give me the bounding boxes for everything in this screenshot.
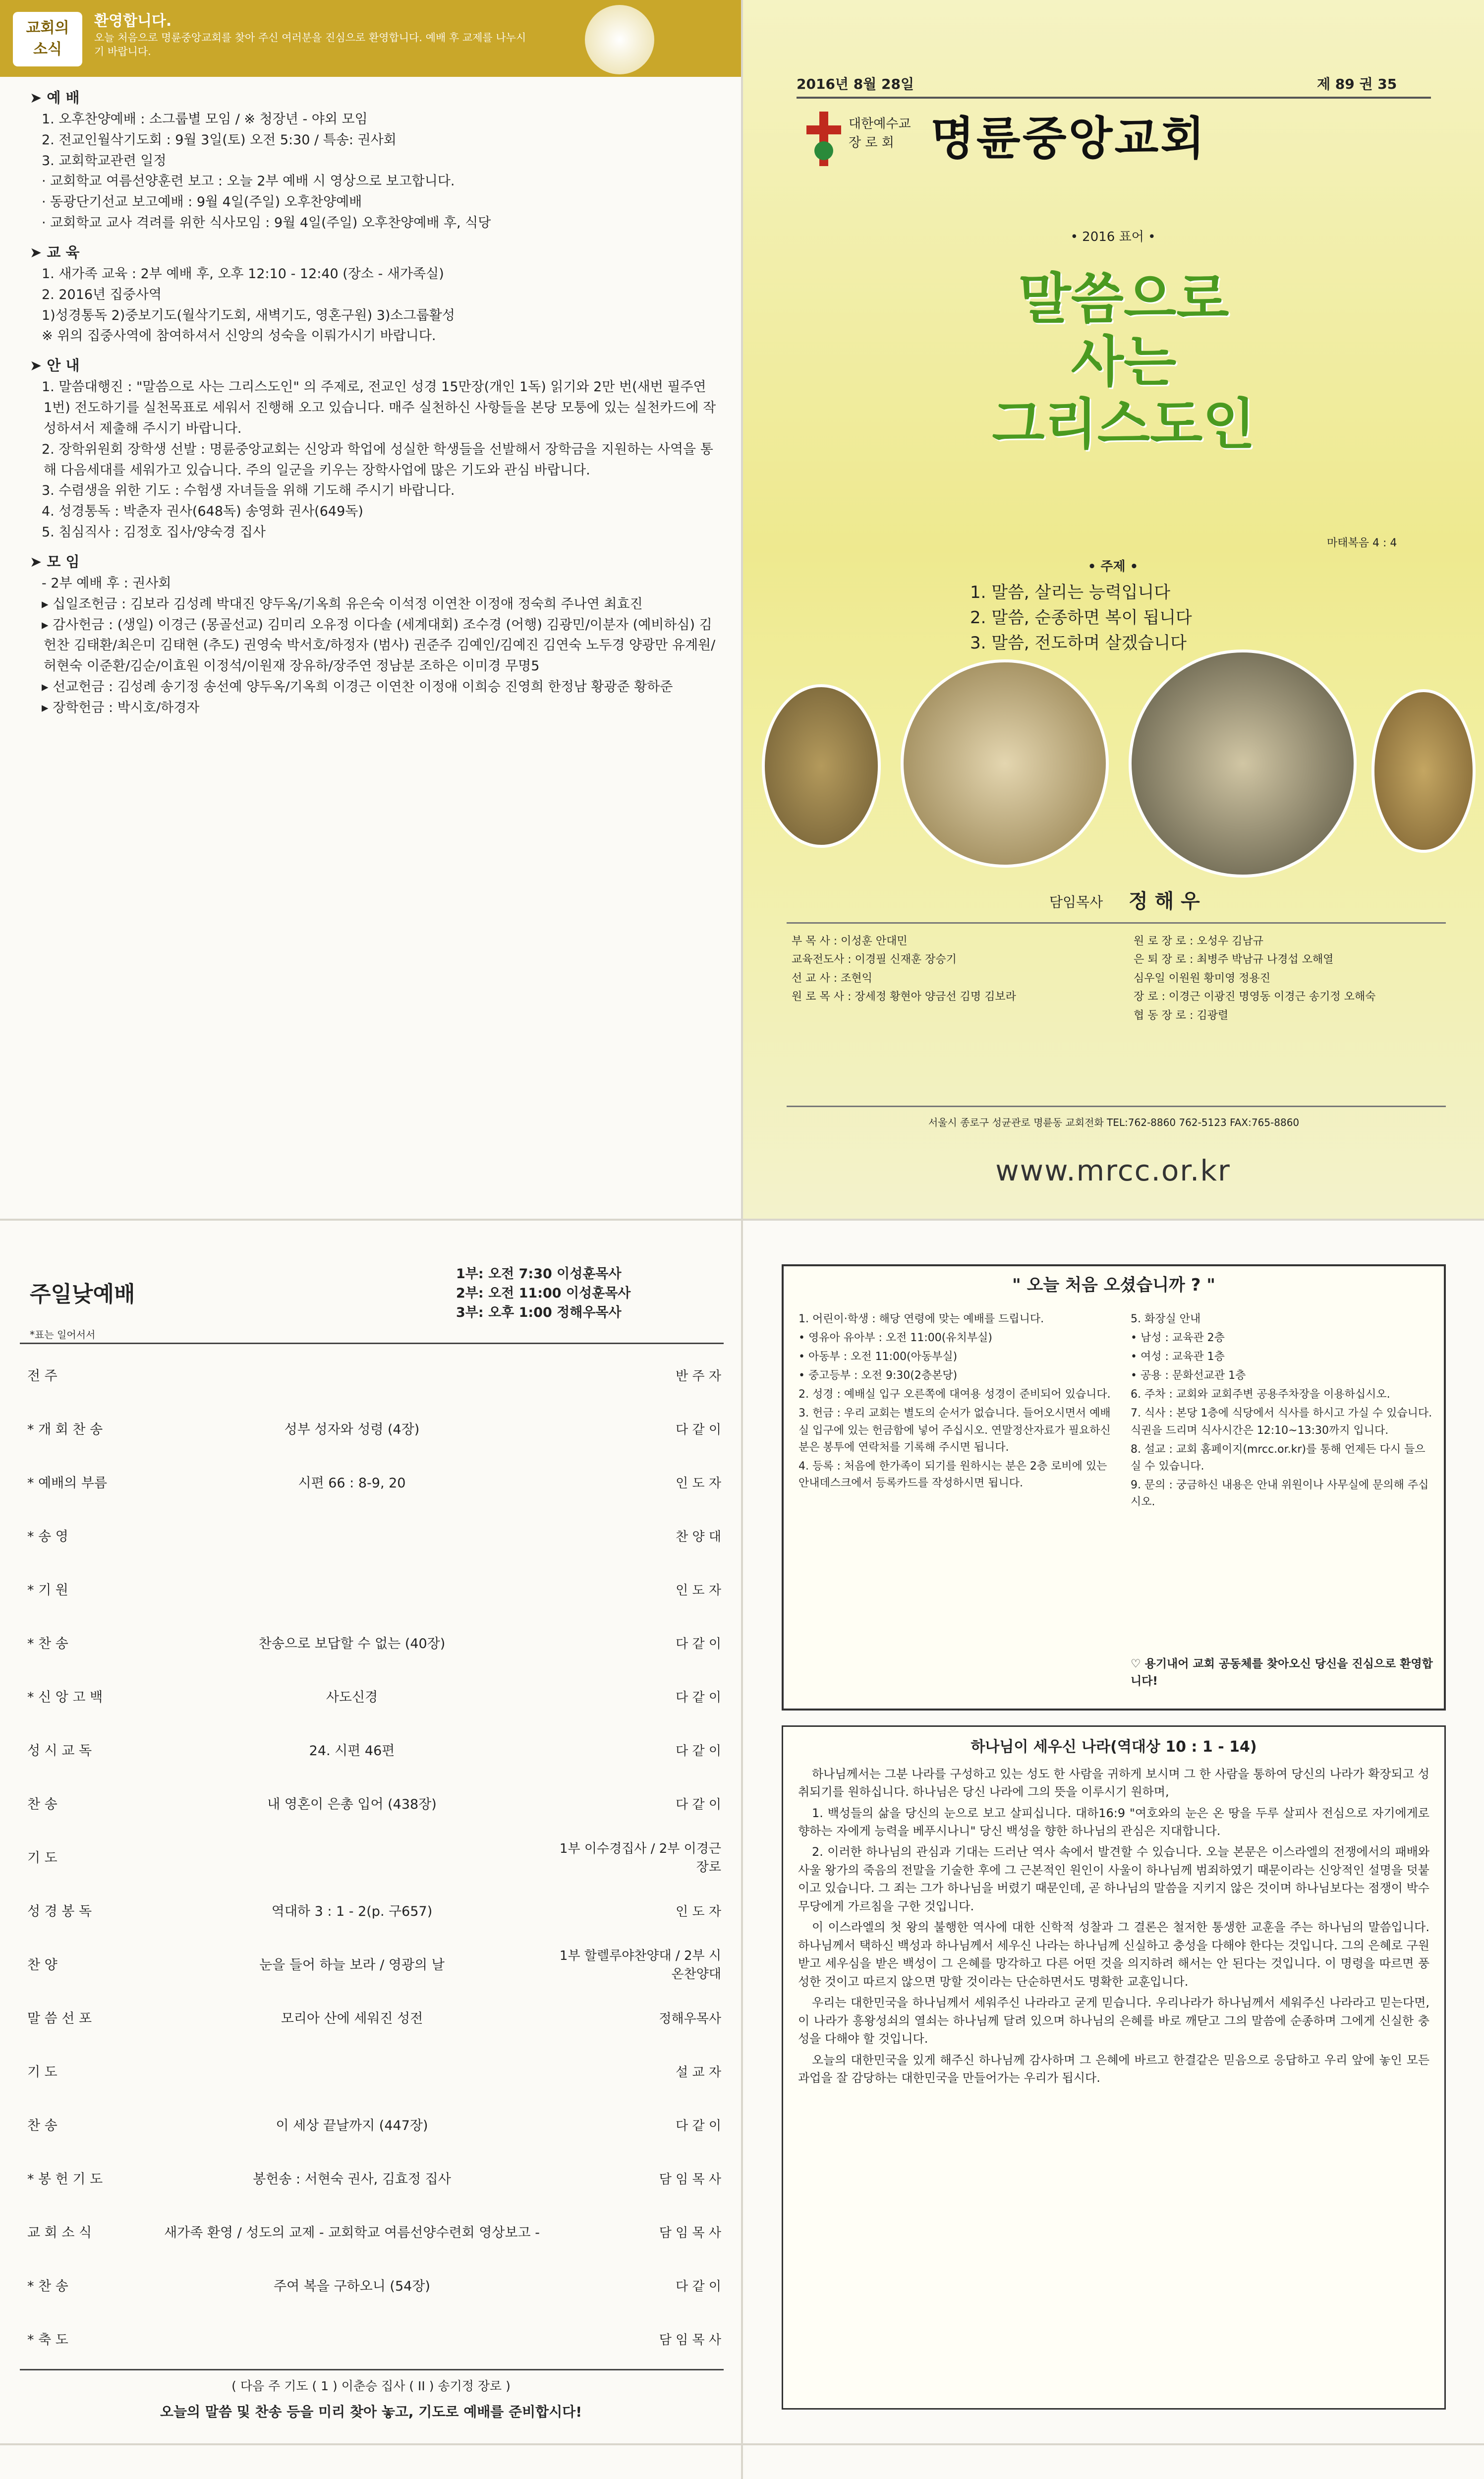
worship-photo-1 bbox=[762, 684, 881, 848]
visit-info-item: 6. 주차 : 교회와 교회주변 공용주차장을 이용하십시오. bbox=[1131, 1388, 1390, 1401]
news-line: 1)성경통독 2)중보기도(월삭기도회, 새벽기도, 영혼구원) 3)소그룹활성 bbox=[42, 307, 455, 323]
order-by: 정해우목사 bbox=[659, 2011, 721, 2026]
page-calendar-missions bbox=[742, 2444, 1484, 2479]
news-line: ▸ 십일조헌금 : 김보라 김성례 박대진 양두옥/기옥희 유은숙 이석정 이연찬 이정애 정숙희 주나연 최효진 bbox=[42, 596, 643, 612]
welcome-message: ♡ 용기내어 교회 공동체를 찾아오신 당신을 진심으로 환영합니다! bbox=[1131, 1657, 1433, 1688]
service-time-3: 3부: 오후 1:00 정해우목사 bbox=[456, 1305, 622, 1321]
staff-list-left bbox=[792, 932, 1109, 1006]
order-by: 인 도 자 bbox=[676, 1476, 721, 1491]
order-item: * 개 회 찬 송 bbox=[27, 1421, 103, 1437]
table-row bbox=[27, 1403, 721, 1457]
page-sunday-worship bbox=[0, 1220, 742, 2444]
visit-info-item: 7. 식사 : 본당 1층에 식당에서 식사를 하시고 가실 수 있습니다. 식권을 드리며 식사시간은 12:10~13:30까지 입니다. bbox=[1131, 1407, 1432, 1437]
welcome-title: 환영합니다. bbox=[94, 12, 172, 30]
row-divider bbox=[0, 2443, 1484, 2445]
order-item: 기 도 bbox=[27, 1850, 57, 1866]
table-row bbox=[27, 2260, 721, 2313]
order-by: 다 같 이 bbox=[676, 2118, 721, 2133]
year-motto-label: • 2016 표어 • bbox=[1070, 230, 1156, 244]
address-rule bbox=[787, 1106, 1446, 1107]
order-item: * 축 도 bbox=[27, 2332, 68, 2348]
news-line: 1. 말씀대행진 : "말씀으로 사는 그리스도인" 의 주제로, 전교인 성경 15만장(개인 1독) 읽기와 2만 번(새번 필주연 1번) 전도하기를 실천목표로 세워서 진행해 오고 있습니다. 매주 실천하신 사항들을 본당 모퉁에 있는 실천카드에 작성하셔서 제출해 주시기 바랍니다. bbox=[42, 379, 716, 436]
table-row bbox=[27, 2099, 721, 2153]
order-item: 찬 양 bbox=[27, 1957, 57, 1973]
order-by: 담 임 목 사 bbox=[659, 2225, 721, 2241]
staff-line: 원 로 장 로 : 오성우 김남규 bbox=[1134, 935, 1263, 947]
section-heading: ➤ 교 육 bbox=[30, 244, 80, 261]
service-time-2: 2부: 오전 11:00 이성훈목사 bbox=[456, 1286, 631, 1301]
theme-item: 2. 말씀, 순종하면 복이 됩니다 bbox=[970, 608, 1192, 628]
first-visit-left bbox=[799, 1311, 1116, 1494]
church-address: 서울시 종로구 성균관로 명륜동 교회전화 TEL:762-8860 762-5123 FAX:765-8860 bbox=[928, 1117, 1300, 1128]
order-by: 1부 할렐루야찬양대 / 2부 시온찬양대 bbox=[559, 1948, 721, 1982]
news-line: ▸ 선교헌금 : 김성례 송기정 송선예 양두옥/기옥희 이경근 이연찬 이정애 이희승 진영희 한정남 황광준 황하준 bbox=[42, 679, 673, 695]
theme-list bbox=[970, 580, 1192, 656]
table-row bbox=[27, 1671, 721, 1724]
news-line: 1. 새가족 교육 : 2부 예배 후, 오후 12:10 - 12:40 (장소 - 새가족실) bbox=[42, 266, 444, 282]
staff-line: 장 로 : 이경근 이광진 명영동 이경근 송기정 오해숙 bbox=[1134, 991, 1376, 1003]
theme-item: 1. 말씀, 살리는 능력입니다 bbox=[970, 583, 1171, 602]
order-rule-top bbox=[20, 1343, 724, 1344]
first-visit-right bbox=[1131, 1311, 1433, 1513]
order-content: 새가족 환영 / 성도의 교제 - 교회학교 여름선양수련회 영상보고 - bbox=[164, 2225, 540, 2241]
service-time-1: 1부: 오전 7:30 이성훈목사 bbox=[456, 1266, 622, 1282]
sermon-box bbox=[782, 1725, 1446, 2410]
visit-info-item: • 남성 : 교육관 2층 bbox=[1131, 1332, 1225, 1345]
table-row bbox=[27, 1939, 721, 1992]
motto-line-3: 그리스도인 bbox=[992, 393, 1256, 456]
sermon-paragraph: 2. 이러한 하나님의 관심과 기대는 드러난 역사 속에서 발견할 수 있습니다. 오늘 본문은 이스라엘의 전쟁에서의 패배와 사울 왕가의 죽음의 전말을 기술한 후에 그 근본적인 원인이 사울이 하나님께 범죄하였기 때문이라는 신앙적인 설명을 덧붙이고 있습니다. 그 죄는 그가 하나님을 버렸기 때문인데, 곧 하나님의 말씀을 지키지 않은 것이며 하나님보다는 점쟁이 박수무당에게 가르침을 구한 것입니다. bbox=[798, 1845, 1429, 1913]
table-row bbox=[27, 1350, 721, 1403]
sermon-title: 하나님이 세우신 나라(역대상 10 : 1 - 14) bbox=[970, 1738, 1257, 1756]
sermon-paragraph: 우리는 대한민국을 하나님께서 세워주신 나라라고 굳게 믿습니다. 우리나라가 하나님께서 세워주신 나라라고 믿는다면, 이 나라가 흥왕성쇠의 열쇠는 하나님께 달려 있으며 하나님의 은혜를 바로 깨닫고 그의 말씀에 순종하며 그에게 신실한 충성을 다해야 할 것입니다. bbox=[798, 1996, 1429, 2046]
news-line: · 동광단기선교 보고예배 : 9월 4일(주일) 오후찬양예배 bbox=[42, 194, 362, 210]
order-content: 24. 시편 46편 bbox=[309, 1743, 395, 1759]
news-line: · 교회학교 여름선양훈련 보고 : 오늘 2부 예배 시 영상으로 보고합니다. bbox=[42, 174, 455, 189]
visit-info-item: 1. 어린이·학생 : 해당 연령에 맞는 예배를 드립니다. bbox=[799, 1313, 1044, 1325]
page-welcome-sermon bbox=[742, 1220, 1484, 2444]
news-line: 3. 수렴생을 위한 기도 : 수험생 자녀들을 위해 기도해 주시기 바랍니다. bbox=[42, 483, 455, 499]
worship-photo-4 bbox=[1371, 689, 1476, 853]
order-by: 찬 양 대 bbox=[676, 1529, 721, 1544]
service-times bbox=[456, 1264, 630, 1322]
first-visit-title: " 오늘 처음 오셨습니까 ? " bbox=[1012, 1275, 1215, 1295]
welcome-text: 오늘 처음으로 명륜중앙교회를 찾아 주신 여러분을 진심으로 환영합니다. 예배 후 교제를 나누시기 바랍니다. bbox=[94, 32, 526, 58]
order-content: 주여 복을 구하오니 (54장) bbox=[274, 2278, 430, 2294]
order-by: 1부 이수경집사 / 2부 이경근장로 bbox=[559, 1841, 721, 1875]
table-row bbox=[27, 1831, 721, 1885]
staff-line: 심우일 이원원 황미영 정용진 bbox=[1134, 972, 1271, 985]
table-row bbox=[27, 1457, 721, 1510]
page-afternoon-wednesday bbox=[0, 2444, 742, 2479]
staff-line: 교육전도사 : 이경필 신재훈 장승기 bbox=[792, 953, 957, 966]
staff-line: 선 교 사 : 조현익 bbox=[792, 972, 872, 985]
cover-rule bbox=[797, 97, 1431, 99]
order-item: 찬 송 bbox=[27, 2118, 57, 2133]
section-heading: ➤ 예 배 bbox=[30, 89, 80, 106]
motto-title bbox=[950, 268, 1297, 456]
staff-line: 부 목 사 : 이성훈 안대민 bbox=[792, 935, 908, 947]
church-website-link[interactable]: www.mrcc.or.kr bbox=[995, 1154, 1231, 1187]
news-body bbox=[30, 87, 719, 718]
theme-label: • 주제 • bbox=[1087, 559, 1139, 574]
table-row bbox=[27, 1992, 721, 2046]
news-line: 1. 오후찬양예배 : 소그룹별 모임 / ※ 청장년 - 야외 모임 bbox=[42, 111, 368, 127]
order-item: 전 주 bbox=[27, 1368, 57, 1384]
news-line: 4. 성경통독 : 박춘자 권사(648독) 송영화 권사(649독) bbox=[42, 504, 363, 520]
visit-info-item: • 중고등부 : 오전 9:30(2층본당) bbox=[799, 1369, 958, 1382]
order-by: 다 같 이 bbox=[676, 1743, 721, 1759]
order-by: 인 도 자 bbox=[676, 1904, 721, 1919]
order-by: 다 같 이 bbox=[676, 1797, 721, 1812]
next-week-prayer: ( 다음 주 기도 ( 1 ) 이춘승 집사 ( II ) 송기정 장로 ) bbox=[231, 2379, 511, 2393]
preparation-notice: 오늘의 말씀 및 찬송 등을 미리 찾아 놓고, 기도로 예배를 준비합시다! bbox=[160, 2404, 582, 2420]
order-content: 사도신경 bbox=[326, 1689, 378, 1705]
motto-reference: 마태복음 4 : 4 bbox=[1327, 537, 1397, 549]
first-visit-box bbox=[782, 1264, 1446, 1711]
church-cross-logo-icon bbox=[806, 112, 841, 166]
jesus-illustration-icon bbox=[585, 5, 654, 74]
news-line: 2. 전교인월삭기도회 : 9월 3일(토) 오전 5:30 / 특송: 권사회 bbox=[42, 132, 397, 148]
order-content: 시편 66 : 8-9, 20 bbox=[298, 1475, 406, 1491]
pastor-label: 담임목사 bbox=[1049, 894, 1103, 910]
visit-info-item: 5. 화장실 안내 bbox=[1131, 1313, 1201, 1325]
order-by: 담 임 목 사 bbox=[659, 2332, 721, 2348]
column-divider bbox=[741, 0, 743, 2479]
church-name: 명륜중앙교회 bbox=[930, 112, 1207, 165]
bulletin-issue: 제 89 권 35 bbox=[1317, 76, 1397, 92]
denomination-line1: 대한예수교 bbox=[849, 117, 911, 131]
worship-photo-3 bbox=[1129, 649, 1357, 878]
order-rule-bottom bbox=[20, 2369, 724, 2370]
sermon-paragraph: 이 이스라엘의 첫 왕의 불행한 역사에 대한 신학적 성찰과 그 결론은 철저한 통생한 교훈을 주는 하나님의 말씀입니다. 하나님께서 택하신 백성과 하나님께서 세우신 나라는 하나님께 신실하고 충성을 다해야 한다는 것입니다. 그의 은혜로 구원받고 세우심을 받은 백성이 그 은혜를 망각하고 다른 어떤 것을 의지하려 해서는 안 된다는 것입니다. 이 명령을 따르면 풍성한 것이고 따르지 않으면 망할 것이라는 단순하면서도 명확한 교훈입니다. bbox=[798, 1920, 1429, 1989]
staff-line: 협 동 장 로 : 김광렬 bbox=[1134, 1009, 1229, 1022]
visit-info-item: 3. 헌금 : 우리 교회는 별도의 순서가 없습니다. 들어오시면서 예배실 입구에 있는 헌금함에 넣어 주십시오. 연말정산자료가 필요하신 분은 봉투에 연락처를 기록해 주시면 됩니다. bbox=[799, 1407, 1111, 1454]
order-by: 다 같 이 bbox=[676, 2279, 721, 2294]
news-line: ▸ 장학헌금 : 박시호/하경자 bbox=[42, 700, 200, 715]
order-content: 찬송으로 보답할 수 없는 (40장) bbox=[258, 1636, 446, 1652]
news-line: 2. 장학위원회 장학생 선발 : 명륜중앙교회는 신앙과 학업에 성실한 학생들을 선발해서 장학금을 지원하는 사역을 통해 다음세대를 세워가고 있습니다. 주의 일군을 키우는 장학사업에 많은 기도와 관심 바랍니다. bbox=[42, 441, 713, 478]
news-line: ▸ 감사헌금 : (생일) 이경근 (몽골선교) 김미리 오유정 이다솔 (세계대회) 조수경 (어행) 김광민/이분자 (예비하심) 김헌찬 김태환/최은미 김태현 (추도) 권영숙 박서호/하정자 (범사) 권준주 김예인/김예진 김연숙 노두경 양광만 유계원/허현숙 이준환/김순/이효원 이정석/이원재 장유하/장주연 정남분 조하은 이미경 무명5 bbox=[42, 617, 716, 674]
visit-info-item: • 영유아 유아부 : 오전 11:00(유치부실) bbox=[799, 1332, 992, 1345]
sermon-paragraph: 1. 백성들의 삶을 당신의 눈으로 보고 살피십니다. 대하16:9 "여호와의 눈은 온 땅을 두루 살피사 전심으로 자기에게로 향하는 자에게 능력을 베푸시나니" 당신 백성을 향한 하나님의 관심은 지대합니다. bbox=[798, 1806, 1429, 1838]
order-item: * 찬 송 bbox=[27, 2278, 68, 2294]
worship-order-list bbox=[27, 1350, 721, 2367]
bulletin-date: 2016년 8월 28일 bbox=[797, 76, 914, 92]
staff-rule bbox=[787, 922, 1446, 924]
order-content: 역대하 3 : 1 - 2(p. 구657) bbox=[271, 1903, 433, 1919]
table-row bbox=[27, 1510, 721, 1564]
order-item: 교 회 소 식 bbox=[27, 2225, 92, 2241]
order-item: * 봉 헌 기 도 bbox=[27, 2171, 103, 2187]
news-line: 2. 2016년 집중사역 bbox=[42, 287, 162, 302]
section-heading: ➤ 모 임 bbox=[30, 553, 80, 570]
visit-info-item: 4. 등록 : 처음에 한가족이 되기를 원하시는 분은 2층 로비에 있는 안내데스크에서 등록카드를 작성하시면 됩니다. bbox=[799, 1460, 1107, 1489]
table-row bbox=[27, 1724, 721, 1778]
order-content: 이 세상 끝날까지 (447장) bbox=[276, 2118, 428, 2133]
visit-info-item: • 여성 : 교육관 1층 bbox=[1131, 1351, 1225, 1363]
order-by: 다 같 이 bbox=[676, 1422, 721, 1437]
row-divider bbox=[0, 1219, 1484, 1221]
order-content: 모리아 산에 세워진 성전 bbox=[281, 2010, 423, 2026]
sunday-worship-title: 주일낮예배 bbox=[30, 1282, 135, 1307]
visit-info-item: 8. 설교 : 교회 홈페이지(mrcc.or.kr)를 통해 언제든 다시 들으실 수 있습니다. bbox=[1131, 1443, 1426, 1473]
news-badge: 교회의 소식 bbox=[13, 12, 82, 66]
section-heading: ➤ 안 내 bbox=[30, 357, 80, 374]
order-item: 말 씀 선 포 bbox=[27, 2010, 92, 2026]
motto-line-1: 말씀으로 bbox=[1018, 267, 1229, 331]
table-row bbox=[27, 1564, 721, 1617]
news-line: 3. 교회학교관련 일정 bbox=[42, 153, 167, 169]
news-line: · 교회학교 교사 격려를 위한 식사모임 : 9월 4일(주일) 오후찬양예배 후, 식당 bbox=[42, 215, 491, 231]
table-row bbox=[27, 1617, 721, 1671]
staff-line: 원 로 목 사 : 장세정 황현아 양금선 김명 김보라 bbox=[792, 991, 1016, 1003]
sermon-paragraph: 하나님께서는 그분 나라를 구성하고 있는 성도 한 사람을 귀하게 보시며 그 한 사람을 통하여 당신의 나라가 확장되고 성취되기를 원하십니다. 하나님은 당신 나라에 그의 뜻을 이루시기 원하며, bbox=[798, 1767, 1429, 1799]
order-item: 기 도 bbox=[27, 2064, 57, 2080]
table-row bbox=[27, 1778, 721, 1831]
order-item: * 예배의 부름 bbox=[27, 1475, 108, 1491]
page-church-news bbox=[0, 0, 742, 1220]
order-item: * 신 앙 고 백 bbox=[27, 1689, 103, 1705]
order-by: 다 같 이 bbox=[676, 1636, 721, 1652]
visit-info-item: 2. 성경 : 예배실 입구 오른쪽에 대여용 성경이 준비되어 있습니다. bbox=[799, 1388, 1111, 1401]
sermon-body bbox=[798, 1765, 1429, 2087]
visit-info-item: • 아동부 : 오전 11:00(아동부실) bbox=[799, 1351, 958, 1363]
order-item: 성 시 교 독 bbox=[27, 1743, 92, 1759]
news-line: - 2부 예배 후 : 권사회 bbox=[42, 575, 171, 591]
table-row bbox=[27, 2153, 721, 2206]
order-item: 성 경 봉 독 bbox=[27, 1903, 92, 1919]
table-row bbox=[27, 2206, 721, 2260]
table-row bbox=[27, 2313, 721, 2367]
order-item: * 송 영 bbox=[27, 1529, 68, 1544]
order-by: 다 같 이 bbox=[676, 1690, 721, 1705]
order-content: 눈을 들어 하늘 보라 / 영광의 날 bbox=[259, 1957, 445, 1973]
order-content: 성부 성자와 성령 (4장) bbox=[284, 1421, 420, 1437]
order-item: 찬 송 bbox=[27, 1796, 57, 1812]
news-line: 5. 침심직사 : 김정호 집사/양숙경 집사 bbox=[42, 525, 266, 540]
standing-note: *표는 일어서서 bbox=[30, 1329, 96, 1341]
order-by: 인 도 자 bbox=[676, 1583, 721, 1598]
visit-info-item: • 공용 : 문화선교관 1층 bbox=[1131, 1369, 1246, 1382]
news-line: ※ 위의 집중사역에 참여하셔서 신앙의 성숙을 이뤄가시기 바랍니다. bbox=[42, 328, 436, 344]
order-item: * 기 원 bbox=[27, 1582, 68, 1598]
order-by: 반 주 자 bbox=[676, 1368, 721, 1384]
worship-photo-2 bbox=[901, 659, 1109, 868]
table-row bbox=[27, 2046, 721, 2099]
denomination-line2: 장 로 회 bbox=[849, 135, 894, 150]
motto-line-2: 사는 bbox=[1071, 330, 1177, 394]
order-item: * 찬 송 bbox=[27, 1636, 68, 1652]
theme-item: 3. 말씀, 전도하며 살겠습니다 bbox=[970, 633, 1187, 653]
visit-info-item: 9. 문의 : 궁금하신 내용은 안내 위원이나 사무실에 문의해 주십시오. bbox=[1131, 1478, 1429, 1508]
order-by: 담 임 목 사 bbox=[659, 2172, 721, 2187]
page-cover bbox=[742, 0, 1484, 1220]
order-content: 봉헌송 : 서현숙 권사, 김효정 집사 bbox=[253, 2171, 451, 2187]
sermon-paragraph: 오늘의 대한민국을 있게 해주신 하나님께 감사하며 그 은혜에 바르고 한결같은 믿음으로 응답하고 우리 앞에 놓인 모든 과업을 잘 감당하는 대한민국을 만들어가는 우리가 됩시다. bbox=[798, 2053, 1429, 2085]
order-by: 설 교 자 bbox=[676, 2065, 721, 2080]
pastor-name: 정 해 우 bbox=[1129, 890, 1200, 913]
table-row bbox=[27, 1885, 721, 1939]
staff-list-right bbox=[1134, 932, 1451, 1025]
staff-line: 은 퇴 장 로 : 최병주 박남규 나경섭 오해열 bbox=[1134, 953, 1334, 966]
order-content: 내 영혼이 은총 입어 (438장) bbox=[267, 1796, 437, 1812]
